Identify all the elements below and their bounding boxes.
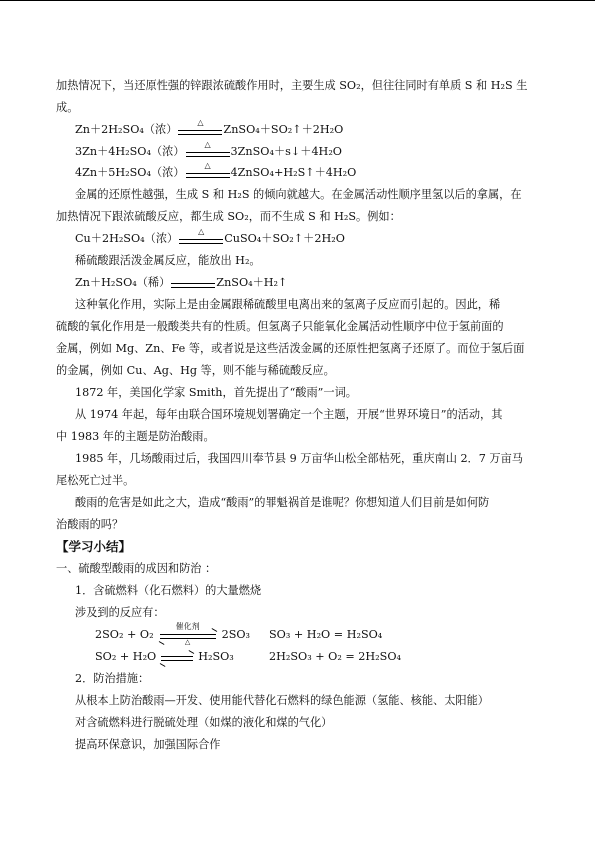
heat-icon: △ <box>197 118 204 127</box>
heat-icon: △ <box>198 227 205 236</box>
summary-heading: 【学习小结】 <box>56 539 132 554</box>
equation-3-left: 4Zn＋5H₂SO₄（浓） <box>75 166 185 179</box>
reaction-1-left: 2SO₂ + O₂ <box>95 628 154 641</box>
equation-3-right: 4ZnSO₄+H₂S↑＋4H₂O <box>230 166 357 179</box>
equation-4 <box>75 227 345 246</box>
para2-line2: 加热情况下跟浓硫酸反应，都生成 SO₂，而不生成 S 和 H₂S。例如： <box>56 210 401 223</box>
para6-line1: 从 1974 年起，每年由联合国环境规划署确定一个主题，开展“世界环境日”的活动，其 <box>75 408 503 421</box>
para4-line4: 的金属，例如 Cu、Ag、Hg 等，则不能与稀硫酸反应。 <box>56 364 335 377</box>
equation-3 <box>75 161 357 180</box>
equation-5-left: Zn＋H₂SO₄（稀） <box>75 276 171 289</box>
item-2: 2．防治措施： <box>75 672 150 685</box>
equals-sign <box>171 276 215 290</box>
para4-line2: 硫酸的氧化作用是一般酸类共有的性质。但氢离子只能氧化金属活动性顺序中位于氢前面的 <box>56 320 504 333</box>
equation-2-right: 3ZnSO₄＋s↓＋4H₂O <box>230 145 342 158</box>
para4-line1: 这种氧化作用，实际上是由金属跟稀硫酸里电离出来的氢离子反应而引起的。因此，稀 <box>75 298 501 311</box>
reaction-3 <box>95 650 234 664</box>
measure-3: 提高环保意识，加强国际合作 <box>75 738 221 751</box>
item-1: 1．含硫燃料（化石燃料）的大量燃烧 <box>75 584 262 597</box>
heat-equals-sign <box>186 161 230 180</box>
para1-line2: 成。 <box>56 101 79 114</box>
equation-1-left: Zn＋2H₂SO₄（浓） <box>75 123 178 136</box>
heat-equals-sign <box>179 227 223 246</box>
reaction-4: 2H₂SO₃ + O₂ = 2H₂SO₄ <box>269 650 401 663</box>
para7-line1: 1985 年，几场酸雨过后，我国四川奉节县 9 万亩华山松全部枯死，重庆南山 2．7 万亩马 <box>75 452 523 465</box>
equation-2-left: 3Zn＋4H₂SO₄（浓） <box>75 145 185 158</box>
para1-line1: 加热情况下，当还原性强的锌跟浓硫酸作用时，主要生成 SO₂，但往往同时有单质 S 和 H₂S 生 <box>56 79 528 92</box>
heat-icon: △ <box>204 140 211 149</box>
heat-equals-sign <box>178 118 222 137</box>
para7-line2: 尾松死亡过半。 <box>56 474 135 487</box>
section-1-title: 一、硫酸型酸雨的成因和防治 ： <box>56 562 217 575</box>
equation-4-left: Cu＋2H₂SO₄（浓） <box>75 232 179 245</box>
para6-line2: 中 1983 年的主题是防治酸雨。 <box>56 430 215 443</box>
equation-2 <box>75 140 342 159</box>
reversible-arrow <box>161 650 193 664</box>
para2-line1: 金属的还原性越强，生成 S 和 H₂S 的倾向就越大。在金属活动性顺序里氢以后的拿属，在 <box>75 188 522 201</box>
reaction-3-left: SO₂ + H₂O <box>95 650 157 663</box>
catalyst-arrow <box>160 622 216 646</box>
equation-5-right: ZnSO₄＋H₂↑ <box>216 276 288 289</box>
reaction-2: SO₃ + H₂O = H₂SO₄ <box>269 628 383 641</box>
para8-line1: 酸雨的危害是如此之大，造成“酸雨”的罪魁祸首是谁呢？你想知道人们目前是如何防 <box>75 496 490 509</box>
reaction-1-right: 2SO₃ <box>221 628 251 641</box>
heat-equals-sign <box>186 140 230 159</box>
header-rule <box>0 0 595 1</box>
measure-2: 对含硫燃料进行脱硫处理（如煤的液化和煤的气化） <box>75 716 333 729</box>
measure-1: 从根本上防治酸雨—开发、使用能代替化石燃料的绿色能源（氢能、核能、太阳能） <box>75 694 489 707</box>
para3: 稀硫酸跟活泼金属反应，能放出 H₂。 <box>75 254 261 267</box>
equation-4-right: CuSO₄＋SO₂↑＋2H₂O <box>224 232 345 245</box>
reaction-3-right: H₂SO₃ <box>198 650 234 663</box>
para4-line3: 金属，例如 Mg、Zn、Fe 等，或者说是这些活泼金属的还原性把氢离子还原了。而位于氢后面 <box>56 342 525 355</box>
catalyst-label: 催化剂 <box>175 622 200 631</box>
para8-line2: 治酸雨的吗？ <box>56 518 124 531</box>
equation-1-right: ZnSO₄＋SO₂↑＋2H₂O <box>223 123 344 136</box>
equation-1 <box>75 118 344 137</box>
para5: 1872 年，美国化学家 Smith，首先提出了“酸雨”一词。 <box>75 386 357 399</box>
equation-5 <box>75 276 287 290</box>
reactions-intro: 涉及到的反应有： <box>75 606 165 619</box>
reaction-1 <box>95 622 251 646</box>
heat-icon: △ <box>184 638 191 646</box>
heat-icon: △ <box>204 161 211 170</box>
